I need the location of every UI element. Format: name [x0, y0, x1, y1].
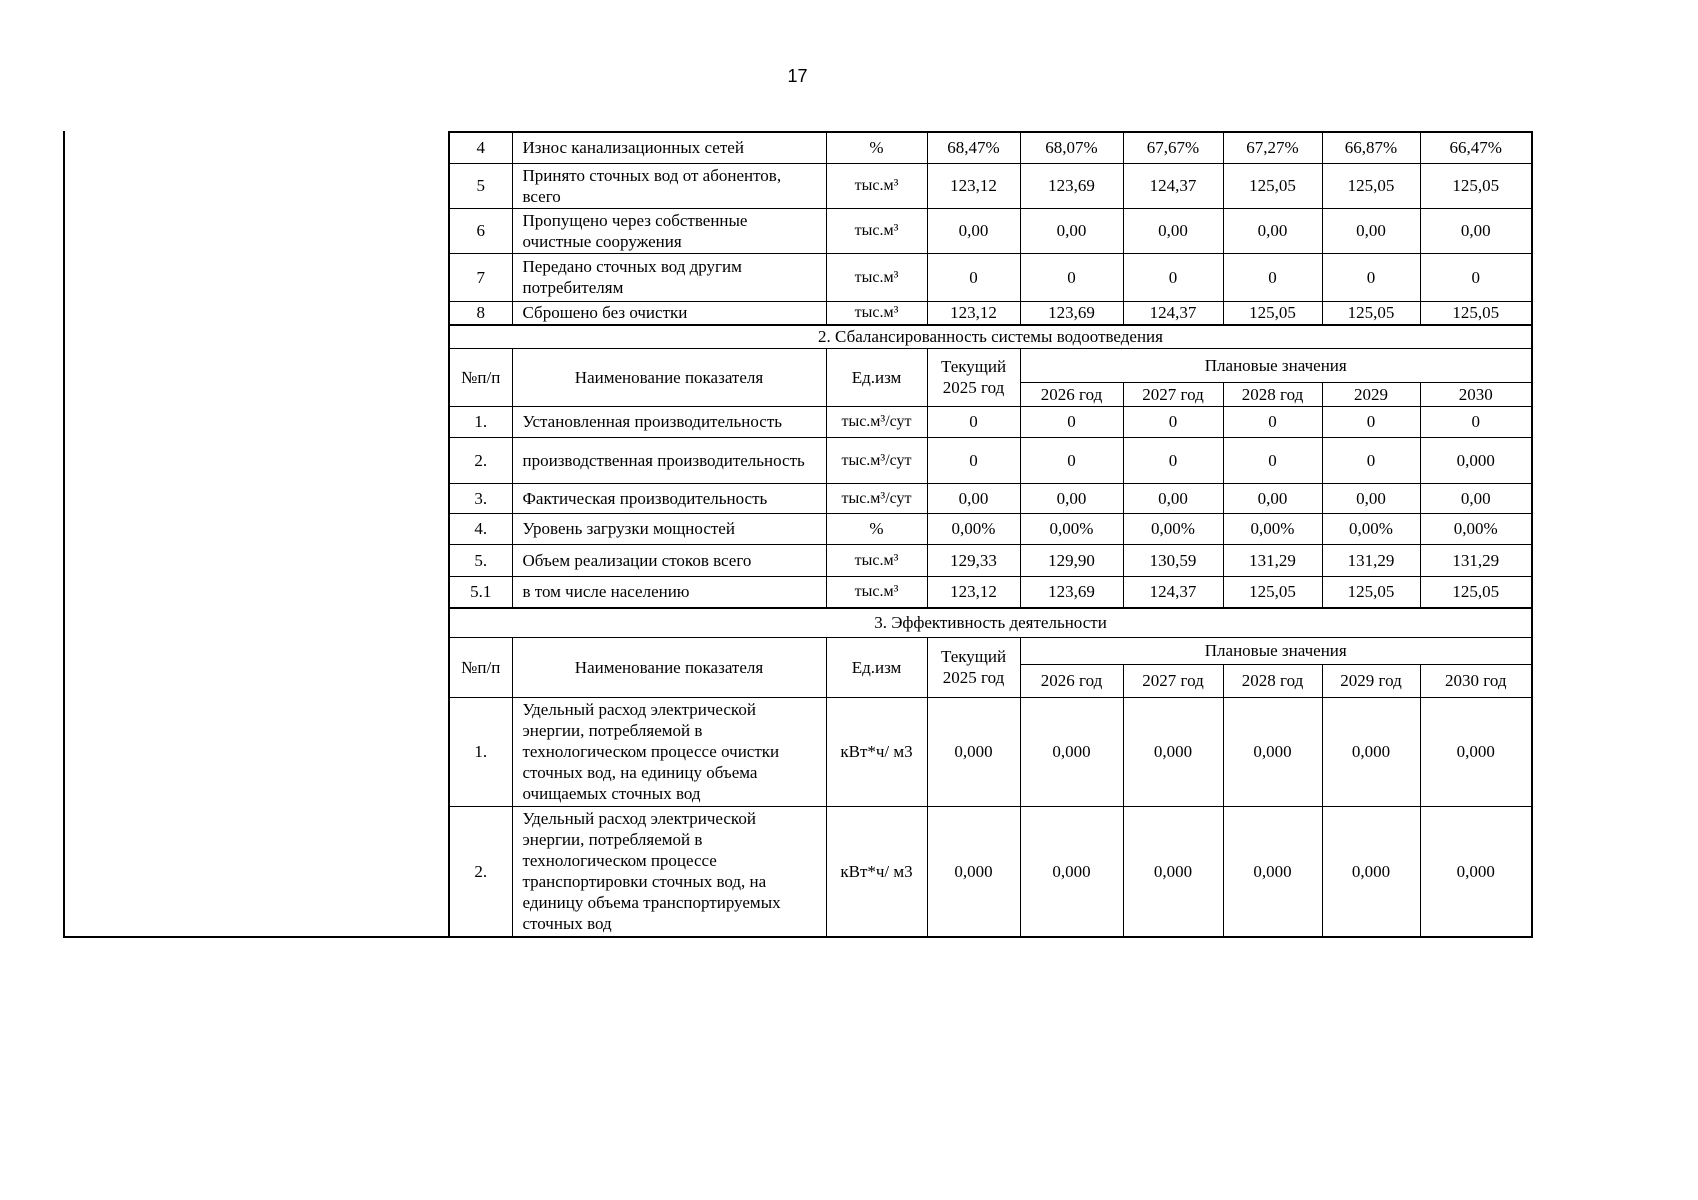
table-row — [449, 437, 1532, 483]
value-cell: 0,00 — [1020, 208, 1123, 253]
value-cell: 123,12 — [927, 301, 1020, 325]
unit-cell: тыс.м³ — [826, 208, 927, 253]
value-cell: 0 — [1322, 253, 1420, 301]
unit-cell: тыс.м³/сут — [826, 437, 927, 483]
value-cell: 0,00% — [1123, 513, 1223, 544]
value-cell: 0,00 — [1223, 208, 1322, 253]
indicator-name: Фактическая производительность — [512, 483, 826, 513]
row-number: 1. — [449, 697, 512, 806]
value-cell: 0,000 — [1322, 697, 1420, 806]
header-year: 2028 год — [1223, 664, 1322, 697]
section-title: 2. Сбалансированность системы водоотведения — [449, 325, 1532, 348]
header-row — [449, 637, 1532, 664]
indicator-name: Удельный расход электрической энергии, потребляемой в технологическом процессе транспортировки сточных вод, на единицу объема транспортируемых сточных вод — [512, 806, 826, 937]
value-cell: 0,000 — [1420, 806, 1532, 937]
value-cell: 0,00% — [1223, 513, 1322, 544]
value-cell: 123,12 — [927, 163, 1020, 208]
value-cell: 131,29 — [1420, 544, 1532, 576]
value-cell: 0 — [1223, 406, 1322, 437]
indicator-name: Удельный расход электрической энергии, потребляемой в технологическом процессе очистки сточных вод, на единицу объема очищаемых сточных вод — [512, 697, 826, 806]
row-number: 5.1 — [449, 576, 512, 608]
value-cell: 0 — [1020, 437, 1123, 483]
value-cell: 123,12 — [927, 576, 1020, 608]
header-name: Наименование показателя — [512, 637, 826, 697]
value-cell: 123,69 — [1020, 301, 1123, 325]
value-cell: 0 — [1420, 406, 1532, 437]
header-planned: Плановые значения — [1020, 637, 1532, 664]
unit-cell: тыс.м³/сут — [826, 406, 927, 437]
indicator-name: производственная производительность — [512, 437, 826, 483]
indicator-name: Передано сточных вод другим потребителям — [512, 253, 826, 301]
value-cell: 0 — [1322, 437, 1420, 483]
value-cell: 0 — [1223, 253, 1322, 301]
value-cell: 0,000 — [1223, 806, 1322, 937]
indicator-name: Износ канализационных сетей — [512, 132, 826, 163]
value-cell: 0,00 — [1123, 483, 1223, 513]
value-cell: 0,000 — [1123, 697, 1223, 806]
unit-cell: кВт*ч/ м3 — [826, 806, 927, 937]
unit-cell: тыс.м³ — [826, 253, 927, 301]
value-cell: 0,000 — [1020, 697, 1123, 806]
value-cell: 0 — [927, 406, 1020, 437]
section-title-row — [449, 325, 1532, 348]
table-row — [449, 406, 1532, 437]
header-name: Наименование показателя — [512, 348, 826, 406]
value-cell: 0,00 — [1420, 208, 1532, 253]
row-number: 1. — [449, 406, 512, 437]
value-cell: 130,59 — [1123, 544, 1223, 576]
section-title-row — [449, 608, 1532, 637]
table-row — [449, 301, 1532, 325]
header-year: 2029 — [1322, 382, 1420, 406]
section-title: 3. Эффективность деятельности — [449, 608, 1532, 637]
header-num: №п/п — [449, 637, 512, 697]
unit-cell: кВт*ч/ м3 — [826, 697, 927, 806]
value-cell: 124,37 — [1123, 576, 1223, 608]
value-cell: 0,000 — [1420, 697, 1532, 806]
value-cell: 0,000 — [1322, 806, 1420, 937]
value-cell: 0,00 — [1123, 208, 1223, 253]
table-row — [449, 806, 1532, 937]
header-current: Текущий 2025 год — [927, 637, 1020, 697]
table-row — [449, 483, 1532, 513]
table-row — [449, 544, 1532, 576]
value-cell: 123,69 — [1020, 163, 1123, 208]
value-cell: 125,05 — [1420, 576, 1532, 608]
row-number: 5. — [449, 544, 512, 576]
indicator-name: Установленная производительность — [512, 406, 826, 437]
value-cell: 66,87% — [1322, 132, 1420, 163]
value-cell: 0 — [927, 437, 1020, 483]
page-number: 17 — [787, 66, 808, 86]
value-cell: 0 — [1322, 406, 1420, 437]
value-cell: 0,000 — [1123, 806, 1223, 937]
unit-cell: % — [826, 513, 927, 544]
header-year: 2029 год — [1322, 664, 1420, 697]
value-cell: 0,000 — [927, 806, 1020, 937]
value-cell: 0 — [1420, 253, 1532, 301]
value-cell: 0,00 — [1223, 483, 1322, 513]
value-cell: 125,05 — [1322, 163, 1420, 208]
value-cell: 0 — [1020, 406, 1123, 437]
table-row — [449, 163, 1532, 208]
value-cell: 67,27% — [1223, 132, 1322, 163]
value-cell: 0,00 — [927, 483, 1020, 513]
row-number: 7 — [449, 253, 512, 301]
header-row — [449, 348, 1532, 382]
header-num: №п/п — [449, 348, 512, 406]
header-current: Текущий 2025 год — [927, 348, 1020, 406]
indicator-name: Уровень загрузки мощностей — [512, 513, 826, 544]
unit-cell: тыс.м³ — [826, 301, 927, 325]
value-cell: 129,90 — [1020, 544, 1123, 576]
value-cell: 129,33 — [927, 544, 1020, 576]
value-cell: 68,47% — [927, 132, 1020, 163]
value-cell: 0 — [1123, 253, 1223, 301]
value-cell: 0 — [927, 253, 1020, 301]
table-row — [449, 576, 1532, 608]
value-cell: 0,000 — [1420, 437, 1532, 483]
value-cell: 0,000 — [1020, 806, 1123, 937]
row-number: 4. — [449, 513, 512, 544]
value-cell: 0,00 — [927, 208, 1020, 253]
value-cell: 0,00 — [1322, 483, 1420, 513]
header-year: 2027 год — [1123, 664, 1223, 697]
indicator-name: Пропущено через собственные очистные сооружения — [512, 208, 826, 253]
indicator-name: Объем реализации стоков всего — [512, 544, 826, 576]
value-cell: 125,05 — [1322, 301, 1420, 325]
indicator-name: в том числе населению — [512, 576, 826, 608]
value-cell: 0,00% — [1420, 513, 1532, 544]
value-cell: 0 — [1223, 437, 1322, 483]
unit-cell: тыс.м³/сут — [826, 483, 927, 513]
value-cell: 0 — [1123, 437, 1223, 483]
value-cell: 125,05 — [1420, 301, 1532, 325]
header-unit: Ед.изм — [826, 637, 927, 697]
table-row — [449, 697, 1532, 806]
row-number: 8 — [449, 301, 512, 325]
row-number: 2. — [449, 437, 512, 483]
value-cell: 68,07% — [1020, 132, 1123, 163]
value-cell: 0,00 — [1420, 483, 1532, 513]
value-cell: 131,29 — [1223, 544, 1322, 576]
header-planned: Плановые значения — [1020, 348, 1532, 382]
header-year: 2027 год — [1123, 382, 1223, 406]
value-cell: 123,69 — [1020, 576, 1123, 608]
value-cell: 0 — [1123, 406, 1223, 437]
row-number: 5 — [449, 163, 512, 208]
value-cell: 125,05 — [1223, 576, 1322, 608]
value-cell: 0,000 — [1223, 697, 1322, 806]
row-number: 4 — [449, 132, 512, 163]
unit-cell: тыс.м³ — [826, 163, 927, 208]
value-cell: 131,29 — [1322, 544, 1420, 576]
value-cell: 125,05 — [1223, 163, 1322, 208]
value-cell: 124,37 — [1123, 163, 1223, 208]
value-cell: 0,00% — [927, 513, 1020, 544]
value-cell: 125,05 — [1420, 163, 1532, 208]
row-number: 2. — [449, 806, 512, 937]
value-cell: 0,00% — [1322, 513, 1420, 544]
unit-cell: тыс.м³ — [826, 576, 927, 608]
header-year: 2030 — [1420, 382, 1532, 406]
header-year: 2030 год — [1420, 664, 1532, 697]
value-cell: 125,05 — [1223, 301, 1322, 325]
header-year: 2028 год — [1223, 382, 1322, 406]
value-cell: 0,00 — [1020, 483, 1123, 513]
header-unit: Ед.изм — [826, 348, 927, 406]
value-cell: 0,000 — [927, 697, 1020, 806]
value-cell: 124,37 — [1123, 301, 1223, 325]
value-cell: 67,67% — [1123, 132, 1223, 163]
table-row — [449, 132, 1532, 163]
header-year: 2026 год — [1020, 664, 1123, 697]
row-number: 3. — [449, 483, 512, 513]
header-year: 2026 год — [1020, 382, 1123, 406]
unit-cell: % — [826, 132, 927, 163]
row-number: 6 — [449, 208, 512, 253]
value-cell: 0,00 — [1322, 208, 1420, 253]
value-cell: 0,00% — [1020, 513, 1123, 544]
table-row — [449, 253, 1532, 301]
unit-cell: тыс.м³ — [826, 544, 927, 576]
value-cell: 0 — [1020, 253, 1123, 301]
indicator-name: Принято сточных вод от абонентов, всего — [512, 163, 826, 208]
table-row — [449, 513, 1532, 544]
table-row — [449, 208, 1532, 253]
value-cell: 66,47% — [1420, 132, 1532, 163]
indicator-name: Сброшено без очистки — [512, 301, 826, 325]
value-cell: 125,05 — [1322, 576, 1420, 608]
indicators-table — [448, 131, 1533, 938]
